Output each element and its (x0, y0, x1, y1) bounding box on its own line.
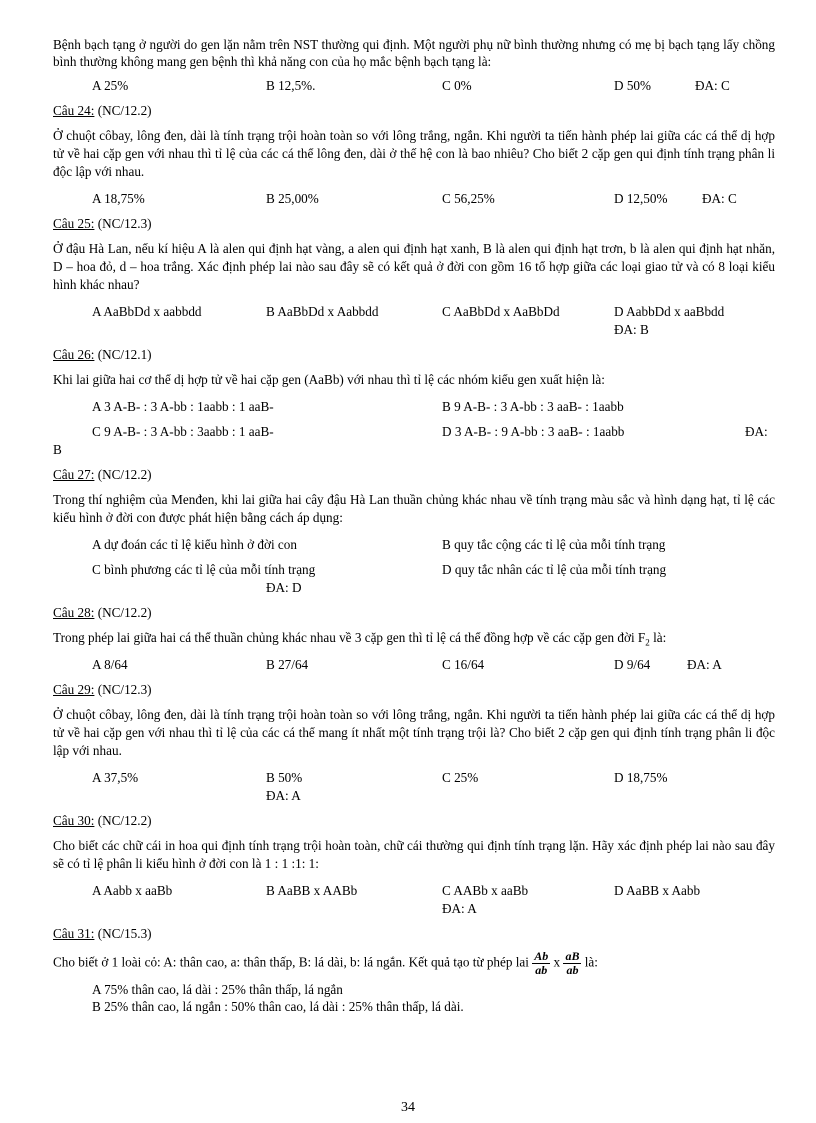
answer: ĐA: A (687, 657, 722, 672)
option-a: A 8/64 (92, 657, 128, 672)
question-stem (53, 950, 775, 977)
answer-value: B (53, 442, 62, 457)
document-page (53, 36, 775, 1015)
fraction-denominator: ab (535, 963, 548, 977)
question-code: (NC/12.3) (94, 682, 152, 697)
option-b: B 25,00% (266, 191, 319, 206)
question-stem: Trong thí nghiệm của Menđen, khi lai giữa hai cây đậu Hà Lan thuần chủng khác nhau về tính trạng màu sắc và hình dạng hạt, tỉ lệ các kiểu hình ở đời con được phát hiện bằng cách áp dụng: (53, 492, 775, 525)
question-heading (53, 466, 775, 483)
question-label: Câu 29: (53, 682, 95, 697)
question-code: (NC/12.2) (94, 467, 152, 482)
option-c: C 0% (442, 78, 472, 93)
option-a: A 3 A-B- : 3 A-bb : 1aabb : 1 aaB- (92, 399, 274, 414)
option-b: B 12,5%. (266, 78, 316, 93)
option-b: B 9 A-B- : 3 A-bb : 3 aaB- : 1aabb (442, 399, 624, 414)
times-sign: x (550, 954, 564, 970)
fraction-numerator: Ab (534, 949, 549, 963)
option-d: D quy tắc nhân các tỉ lệ của mỗi tính trạng (442, 562, 667, 577)
option-a: A 37,5% (92, 770, 139, 785)
intro-options (53, 77, 775, 95)
question-stem: Ở chuột côbay, lông đen, dài là tính trạng trội hoàn toàn so với lông trắng, ngắn. Khi người ta tiến hành phép lai giữa các cá thể dị hợp tử về hai cặp gen với nhau thì tỉ lệ của các cá thể mang ít nhất một tính trạng trội là? Cho biết 2 cặp gen qui định tính trạng phân li độc lập với nhau. (53, 707, 775, 758)
option-a: A dự đoán các tỉ lệ kiểu hình ở đời con (92, 537, 297, 552)
question-stem: Ở chuột côbay, lông đen, dài là tính trạng trội hoàn toàn so với lông trắng, ngắn. Khi người ta tiến hành phép lai giữa các cá thể dị hợp tử về hai cặp gen với nhau thì tỉ lệ của các cá thể lông đen, dài ở thế hệ con là bao nhiêu? Cho biết 2 cặp gen qui định tính trạng phân li độc lập với nhau. (53, 128, 775, 179)
question-heading (53, 604, 775, 621)
answer: ĐA: D (266, 580, 302, 595)
question-stem: Ở đậu Hà Lan, nếu kí hiệu A là alen qui định hạt vàng, a alen qui định hạt xanh, B là alen qui định hạt trơn, b là alen qui định hạt nhăn, D – hoa đỏ, d – hoa trắng. Xác định phép lai nào sau đây sẽ có kết quả ở đời con gồm 16 tổ hợp giữa các loại giao tử và có 8 loại kiểu hình khác nhau? (53, 241, 775, 292)
answer: ĐA: C (702, 191, 737, 206)
intro-stem: Bệnh bạch tạng ở người do gen lặn nằm trên NST thường qui định. Một người phụ nữ bình thường nhưng có mẹ bị bạch tạng lấy chồng bình thường không mang gen bệnh thì khả năng con của họ mắc bệnh bạch tạng là: (53, 37, 775, 69)
question-options-row1 (53, 536, 775, 554)
option-d: D 9/64 (614, 657, 651, 672)
question-code: (NC/12.3) (94, 216, 152, 231)
question-code: (NC/15.3) (94, 926, 152, 941)
question-code: (NC/12.2) (94, 813, 152, 828)
question-label: Câu 25: (53, 216, 95, 231)
option-d: D AabbDd x aaBbdd (614, 304, 725, 319)
stem-end: là: (581, 954, 598, 970)
option-b: B AaBbDd x Aabbdd (266, 304, 379, 319)
option-c: C 25% (442, 770, 479, 785)
option-c: C AaBbDd x AaBbDd (442, 304, 560, 319)
option-b: B quy tắc cộng các tỉ lệ của mỗi tính trạng (442, 537, 666, 552)
stem-text: Cho biết ở 1 loài cỏ: A: thân cao, a: thân thấp, B: lá dài, b: lá ngắn. Kết quả tạo từ phép lai (53, 954, 533, 970)
option-c: C bình phương các tỉ lệ của mỗi tính trạng (92, 562, 316, 577)
option-c: C 9 A-B- : 3 A-bb : 3aabb : 1 aaB- (92, 424, 274, 439)
question-label: Câu 26: (53, 347, 95, 362)
question-label: Câu 30: (53, 813, 95, 828)
cross-fraction-1 (532, 950, 550, 977)
question-options-row2 (53, 423, 775, 441)
question-heading (53, 346, 775, 363)
cross-fraction-2 (563, 950, 581, 977)
option-a: A 18,75% (92, 191, 145, 206)
question-heading (53, 925, 775, 942)
question-label: Câu 27: (53, 467, 95, 482)
answer-label: ĐA: (745, 424, 768, 439)
option-a: A Aabb x aaBb (92, 883, 173, 898)
fraction-numerator: aB (565, 949, 580, 963)
option-c: C 16/64 (442, 657, 485, 672)
answer: ĐA: A (442, 901, 477, 916)
question-code: (NC/12.2) (94, 605, 152, 620)
question-stem: Cho biết các chữ cái in hoa qui định tính trạng trội hoàn toàn, chữ cái thường qui định tính trạng lặn. Hãy xác định phép lai nào sau đây sẽ có tỉ lệ phân li kiểu hình ở đời con là 1 : 1 :1: 1: (53, 838, 775, 871)
option-a: A 75% thân cao, lá dài : 25% thân thấp, lá ngắn (92, 982, 343, 997)
option-c: C 56,25% (442, 191, 495, 206)
option-a: A AaBbDd x aabbdd (92, 304, 202, 319)
option-d: D 18,75% (614, 770, 668, 785)
option-d: D 12,50% (614, 191, 668, 206)
question-heading (53, 102, 775, 119)
question-options-row2 (53, 561, 775, 579)
answer: ĐA: A (266, 788, 301, 803)
option-d: D 3 A-B- : 9 A-bb : 3 aaB- : 1aabb (442, 424, 625, 439)
option-c: C AABb x aaBb (442, 883, 529, 898)
question-stem (53, 629, 775, 647)
option-b: B 50% (266, 770, 303, 785)
question-code: (NC/12.1) (94, 347, 152, 362)
question-heading (53, 812, 775, 829)
answer: ĐA: C (695, 78, 730, 93)
page-number: 34 (401, 1100, 415, 1115)
question-heading (53, 681, 775, 698)
question-options (53, 656, 775, 674)
question-label: Câu 24: (53, 103, 95, 118)
answer: ĐA: B (614, 322, 649, 337)
question-label: Câu 28: (53, 605, 95, 620)
option-b: B AaBB x AABb (266, 883, 358, 898)
stem-end: là: (649, 630, 667, 645)
question-options (53, 303, 775, 321)
question-options (53, 882, 775, 900)
stem-subscript: 2 (645, 637, 650, 648)
question-options-row1 (53, 398, 775, 416)
stem-text: Trong phép lai giữa hai cá thể thuần chủng khác nhau về 3 cặp gen thì tỉ lệ cá thể đồng hợp về các cặp gen đời F (53, 630, 646, 645)
option-b: B 27/64 (266, 657, 309, 672)
question-code: (NC/12.2) (94, 103, 152, 118)
option-a: A 25% (92, 78, 129, 93)
option-d: D AaBB x Aabb (614, 883, 701, 898)
question-options (53, 190, 775, 208)
fraction-denominator: ab (566, 963, 579, 977)
question-label: Câu 31: (53, 926, 95, 941)
option-d: D 50% (614, 78, 651, 93)
question-stem: Khi lai giữa hai cơ thể dị hợp tử về hai cặp gen (AaBb) với nhau thì tỉ lệ các nhóm kiểu gen xuất hiện là: (53, 372, 605, 387)
question-options (53, 769, 775, 787)
option-b: B 25% thân cao, lá ngắn : 50% thân cao, lá dài : 25% thân thấp, lá dài. (92, 999, 464, 1014)
question-heading (53, 215, 775, 232)
